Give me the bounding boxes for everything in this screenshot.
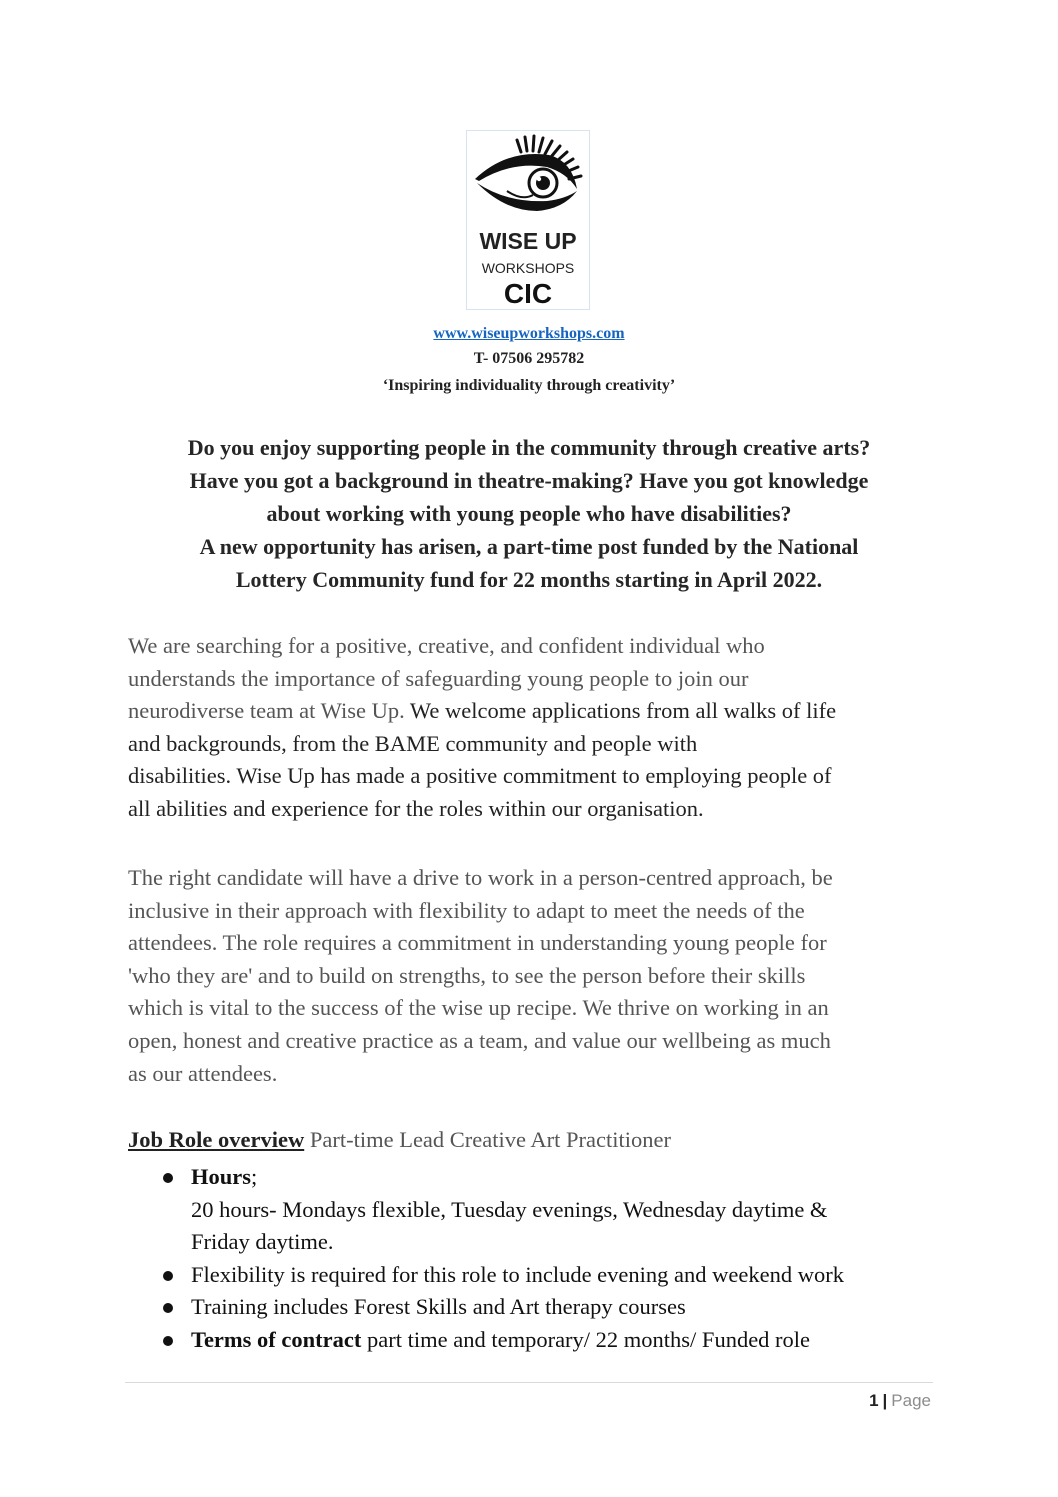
paragraph-line: which is vital to the success of the wise up recipe. We thrive on working in an <box>128 995 829 1021</box>
paragraph-line: all abilities and experience for the roles within our organisation. <box>128 795 704 821</box>
paragraph-line: understands the importance of safeguarding young people to join our <box>128 665 749 691</box>
hours-punct: ; <box>251 1164 258 1189</box>
hours-label: Hours <box>191 1164 252 1189</box>
intro-line: Do you enjoy supporting people in the community through creative arts? <box>187 435 871 460</box>
paragraph-line: and backgrounds, from the BAME community and people with <box>128 730 698 756</box>
website-link[interactable]: www.wiseupworkshops.com <box>433 325 625 342</box>
paragraph-line: 'who they are' and to build on strengths, to see the person before their skills <box>128 962 806 988</box>
paragraph-candidate <box>128 862 928 1090</box>
tagline: ‘Inspiring individuality through creativity’ <box>382 377 676 394</box>
list-item <box>150 1259 940 1292</box>
paragraph-line <box>128 695 928 728</box>
training-text: Training includes Forest Skills and Art therapy courses <box>191 1294 686 1320</box>
intro-heading <box>130 431 928 596</box>
bullet-icon <box>163 1336 173 1346</box>
list-item <box>150 1291 940 1324</box>
footer-divider <box>125 1382 933 1383</box>
paragraph-segment: neurodiverse team at Wise Up. <box>128 698 405 724</box>
paragraph-line: attendees. The role requires a commitment in understanding young people for <box>128 930 827 956</box>
logo-title: WISE UP <box>479 228 577 254</box>
logo-subtitle: WORKSHOPS <box>481 260 575 276</box>
paragraph-line: The right candidate will have a drive to work in a person-centred approach, be <box>128 865 833 890</box>
paragraph-line: as our attendees. <box>128 1060 278 1086</box>
page-footer <box>869 1391 931 1411</box>
list-item <box>150 1324 940 1357</box>
paragraph-line: inclusive in their approach with flexibility to adapt to meet the needs of the <box>128 897 805 923</box>
terms-text: part time and temporary/ 22 months/ Funded role <box>361 1326 811 1352</box>
eye-logo-icon <box>467 131 589 309</box>
intro-line: A new opportunity has arisen, a part-time post funded by the National <box>199 534 859 559</box>
paragraph-line: open, honest and creative practice as a team, and value our wellbeing as much <box>128 1027 831 1053</box>
bullet-icon <box>163 1303 173 1313</box>
flexibility-text: Flexibility is required for this role to include evening and weekend work <box>191 1261 844 1287</box>
job-details-list <box>150 1161 940 1357</box>
intro-line: Lottery Community fund for 22 months starting in April 2022. <box>235 567 823 592</box>
hours-detail: Friday daytime. <box>191 1229 334 1255</box>
job-role-heading <box>128 1127 671 1153</box>
bullet-icon <box>163 1271 173 1281</box>
intro-line: Have you got a background in theatre-making? Have you got knowledge <box>189 468 869 493</box>
job-role-title: Part-time Lead Creative Art Practitioner <box>304 1127 671 1152</box>
paragraph-segment: We welcome applications from all walks of life <box>404 698 837 724</box>
paragraph-search <box>128 630 928 826</box>
page-number: 1 <box>869 1391 879 1410</box>
intro-line: about working with young people who have disabilities? <box>266 501 792 526</box>
logo-cic: CIC <box>503 278 553 309</box>
list-item <box>150 1161 940 1259</box>
terms-label: Terms of contract <box>191 1326 362 1352</box>
job-role-label: Job Role overview <box>128 1127 305 1152</box>
bullet-icon <box>163 1173 173 1183</box>
hours-detail: 20 hours- Mondays flexible, Tuesday evenings, Wednesday daytime & <box>191 1196 828 1222</box>
phone-number: T- 07506 295782 <box>473 350 585 367</box>
footer-separator: | <box>882 1391 888 1410</box>
wise-up-logo <box>466 130 590 310</box>
page-label: Page <box>891 1391 931 1410</box>
paragraph-line: disabilities. Wise Up has made a positive commitment to employing people of <box>128 763 832 789</box>
paragraph-line: We are searching for a positive, creative, and confident individual who <box>128 633 765 658</box>
